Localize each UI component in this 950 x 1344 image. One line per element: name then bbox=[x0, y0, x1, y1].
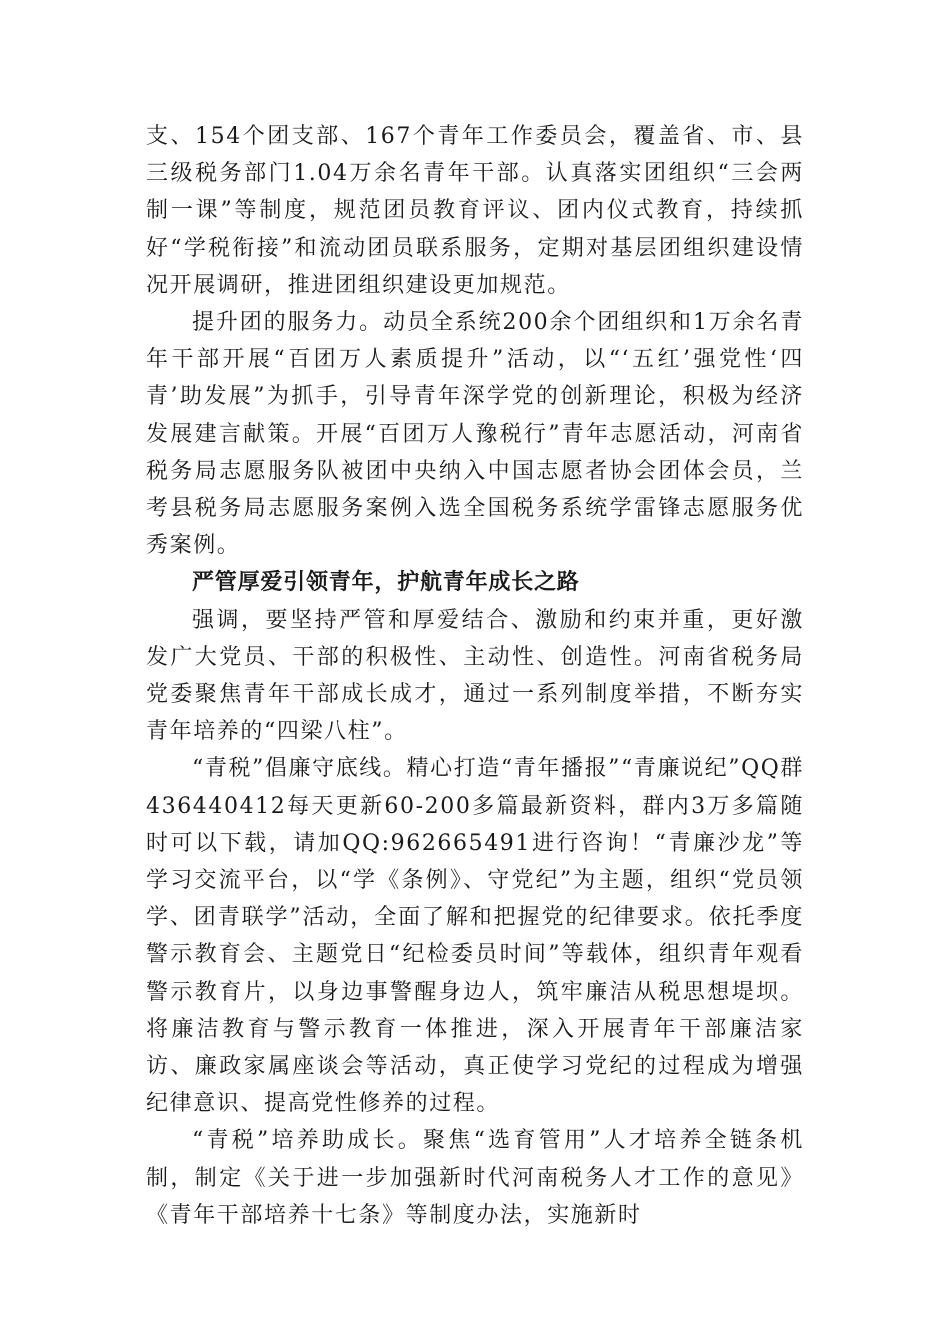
section-heading: 严管厚爱引领青年，护航青年成长之路 bbox=[192, 570, 580, 596]
paragraph-strict-care: 强调，要坚持严管和厚爱结合、激励和约束并重，更好激发广大党员、干部的积极性、主动性、创造性。河南省税务局党委聚焦青年干部成长成才，通过一系列制度举措，不断夯实青年培养的“四梁八柱”。 bbox=[146, 607, 804, 745]
document-body bbox=[146, 118, 804, 1234]
paragraph-integrity: “青税”倡廉守底线。精心打造“青年播报”“青廉说纪”QQ群436440412每天更新60-200多篇最新资料，群内3万多篇随时可以下载，请加QQ:962665491进行咨询！“青廉沙龙”等学习交流平台，以“学《条例》、守党纪”为主题，组织“党员领学、团青联学”活动，全面了解和把握党的纪律要求。依托季度警示教育会、主题党日“纪检委员时间”等载体，组织青年观看警示教育片，以身边事警醒身边人，筑牢廉洁从税思想堤坝。将廉洁教育与警示教育一体推进，深入开展青年干部廉洁家访、廉政家属座谈会等活动，真正使学习党纪的过程成为增强纪律意识、提高党性修养的过程。 bbox=[146, 756, 804, 1117]
paragraph-service-capacity: 提升团的服务力。动员全系统200余个团组织和1万余名青年干部开展“百团万人素质提升”活动，以“‘五红’强党性‘四青’助发展”为抓手，引导青年深学党的创新理论，积极为经济发展建言献策。开展“百团万人豫税行”青年志愿活动，河南省税务局志愿服务队被团中央纳入中国志愿者协会团体会员，兰考县税务局志愿服务案例入选全国税务系统学雷锋志愿服务优秀案例。 bbox=[146, 310, 804, 559]
paragraph-continuation: 支、154个团支部、167个青年工作委员会，覆盖省、市、县三级税务部门1.04万余名青年干部。认真落实团组织“三会两制一课”等制度，规范团员教育评议、团内仪式教育，持续抓好“学税衔接”和流动团员联系服务，定期对基层团组织建设情况开展调研，推进团组织建设更加规范。 bbox=[146, 124, 804, 298]
paragraph-cultivation: “青税”培养助成长。聚焦“选育管用”人才培养全链条机制，制定《关于进一步加强新时代河南税务人才工作的意见》《青年干部培养十七条》等制度办法，实施新时 bbox=[146, 1128, 804, 1228]
